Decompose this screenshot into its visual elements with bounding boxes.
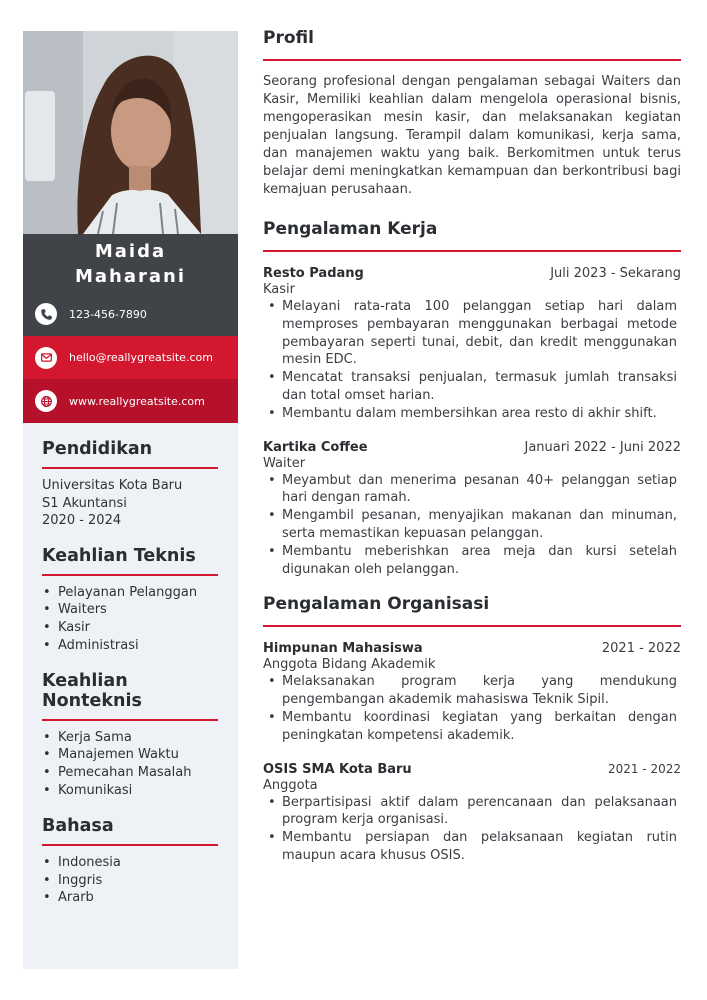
list-item: • Mencatat transaksi penjualan, termasuk jumlah transaksi dan total omset harian. <box>263 369 681 405</box>
list-item: • Membantu dalam membersihkan area resto di akhir shift. <box>263 405 681 423</box>
contact-phone <box>23 292 238 336</box>
list-item: • Komunikasi <box>42 782 219 800</box>
work-section <box>263 219 681 578</box>
entry-org: OSIS SMA Kota Baru <box>263 761 412 777</box>
website-text[interactable]: www.reallygreatsite.com <box>69 394 205 408</box>
email-text[interactable]: hello@reallygreatsite.com <box>69 351 213 364</box>
sidebar <box>23 31 238 969</box>
organization-section <box>263 594 681 864</box>
languages-list <box>42 854 219 907</box>
education-section <box>23 439 238 530</box>
work-entry <box>263 440 681 579</box>
technical-skills-title: Keahlian Teknis <box>42 546 218 576</box>
list-item: • Melayani rata-rata 100 pelanggan setiap hari dalam memproses pembayaran menggunakan berbagai metode pembayaran seperti tunai, debit, dan kredit menggunakan mesin EDC. <box>263 298 681 369</box>
entry-org: Kartika Coffee <box>263 439 368 455</box>
profile-photo <box>23 31 238 234</box>
entry-bullets <box>263 794 681 865</box>
list-item: • Meyambut dan menerima pesanan 40+ pelanggan setiap hari dengan ramah. <box>263 472 681 508</box>
entry-role: Anggota Bidang Akademik <box>263 657 436 673</box>
profile-text: Seorang profesional dengan pengalaman sebagai Waiters dan Kasir, Memiliki keahlian dalam mengelola operasional bisnis, mengoperasikan mesin kasir, dan melaksanakan kegiatan penjualan langsung. Terampil dalam komunikasi, kerja sama, dan manajemen waktu yang baik. Berkomitmen untuk terus belajar demi meningkatkan kemampuan dan berkontribusi bagi kemajuan perusahaan. <box>263 74 681 197</box>
list-item: • Melaksanakan program kerja yang mendukung pengembangan akademik mahasiswa Teknik Sipil. <box>263 673 681 709</box>
education-degree: S1 Akuntansi <box>42 495 127 511</box>
entry-bullets <box>263 298 681 423</box>
list-item: • Berpartisipasi aktif dalam perencanaan dan pelaksanaan program kerja organisasi. <box>263 794 681 830</box>
list-item: • Manajemen Waktu <box>42 746 219 764</box>
name-panel <box>23 234 238 336</box>
list-item: • Kasir <box>42 619 219 637</box>
work-entry <box>263 266 681 423</box>
organization-title: Pengalaman Organisasi <box>263 594 681 627</box>
work-title: Pengalaman Kerja <box>263 219 681 252</box>
list-item: • Ararb <box>42 889 219 907</box>
entry-org: Resto Padang <box>263 266 364 281</box>
entry-role: Kasir <box>263 282 295 297</box>
profile-title: Profil <box>263 28 681 61</box>
entry-role: Anggota <box>263 777 318 793</box>
entry-header <box>263 641 681 656</box>
entry-date: 2021 - 2022 <box>601 641 681 657</box>
list-item: • Indonesia <box>42 854 219 872</box>
profile-section <box>263 28 681 199</box>
main-content <box>263 28 681 865</box>
entry-header <box>263 762 681 777</box>
name-block <box>23 234 238 292</box>
last-name: Maharani <box>74 266 187 287</box>
globe-icon <box>35 390 57 412</box>
list-item: • Waiters <box>42 601 219 619</box>
list-item: • Membantu persiapan dan pelaksanaan kegiatan rutin maupun acara khusus OSIS. <box>263 829 681 865</box>
soft-skills-list <box>42 729 219 800</box>
languages-section <box>23 816 238 907</box>
portrait-illustration <box>23 31 238 234</box>
entry-role: Waiter <box>263 455 306 471</box>
soft-skills-section <box>23 671 238 800</box>
entry-org: Himpunan Mahasiswa <box>263 641 423 657</box>
list-item: • Pelayanan Pelanggan <box>42 584 219 602</box>
contact-email <box>23 336 238 379</box>
entry-header <box>263 440 681 455</box>
phone-icon <box>35 303 57 325</box>
list-item: • Inggris <box>42 872 219 890</box>
education-title: Pendidikan <box>42 439 218 469</box>
technical-skills-section <box>23 546 238 655</box>
organization-entry <box>263 641 681 744</box>
education-years: 2020 - 2024 <box>42 513 122 528</box>
list-item: • Pemecahan Masalah <box>42 764 219 782</box>
education-school: Universitas Kota Baru <box>42 478 183 493</box>
entry-date: Januari 2022 - Juni 2022 <box>524 439 681 455</box>
contact-website <box>23 379 238 423</box>
list-item: • Kerja Sama <box>42 729 219 747</box>
list-item: • Administrasi <box>42 637 219 655</box>
soft-skills-title: Keahlian Nonteknis <box>42 671 218 721</box>
list-item: • Mengambil pesanan, menyajikan makanan dan minuman, serta memastikan kepuasan pelanggan. <box>263 507 681 543</box>
first-name: Maida <box>94 241 167 262</box>
entry-bullets <box>263 472 681 579</box>
entry-bullets <box>263 673 681 744</box>
phone-text: 123-456-7890 <box>69 307 147 321</box>
list-item: • Membantu meberishkan area meja dan kursi setelah digunakan oleh pelanggan. <box>263 543 681 579</box>
entry-date: Juli 2023 - Sekarang <box>550 266 681 281</box>
entry-date: 2021 - 2022 <box>607 761 681 776</box>
languages-title: Bahasa <box>42 816 218 846</box>
mail-icon <box>35 347 57 369</box>
organization-entry <box>263 762 681 865</box>
technical-skills-list <box>42 584 219 655</box>
list-item: • Membantu koordinasi kegiatan yang berkaitan dengan peningkatan kompetensi akademik. <box>263 709 681 745</box>
entry-header <box>263 266 681 281</box>
